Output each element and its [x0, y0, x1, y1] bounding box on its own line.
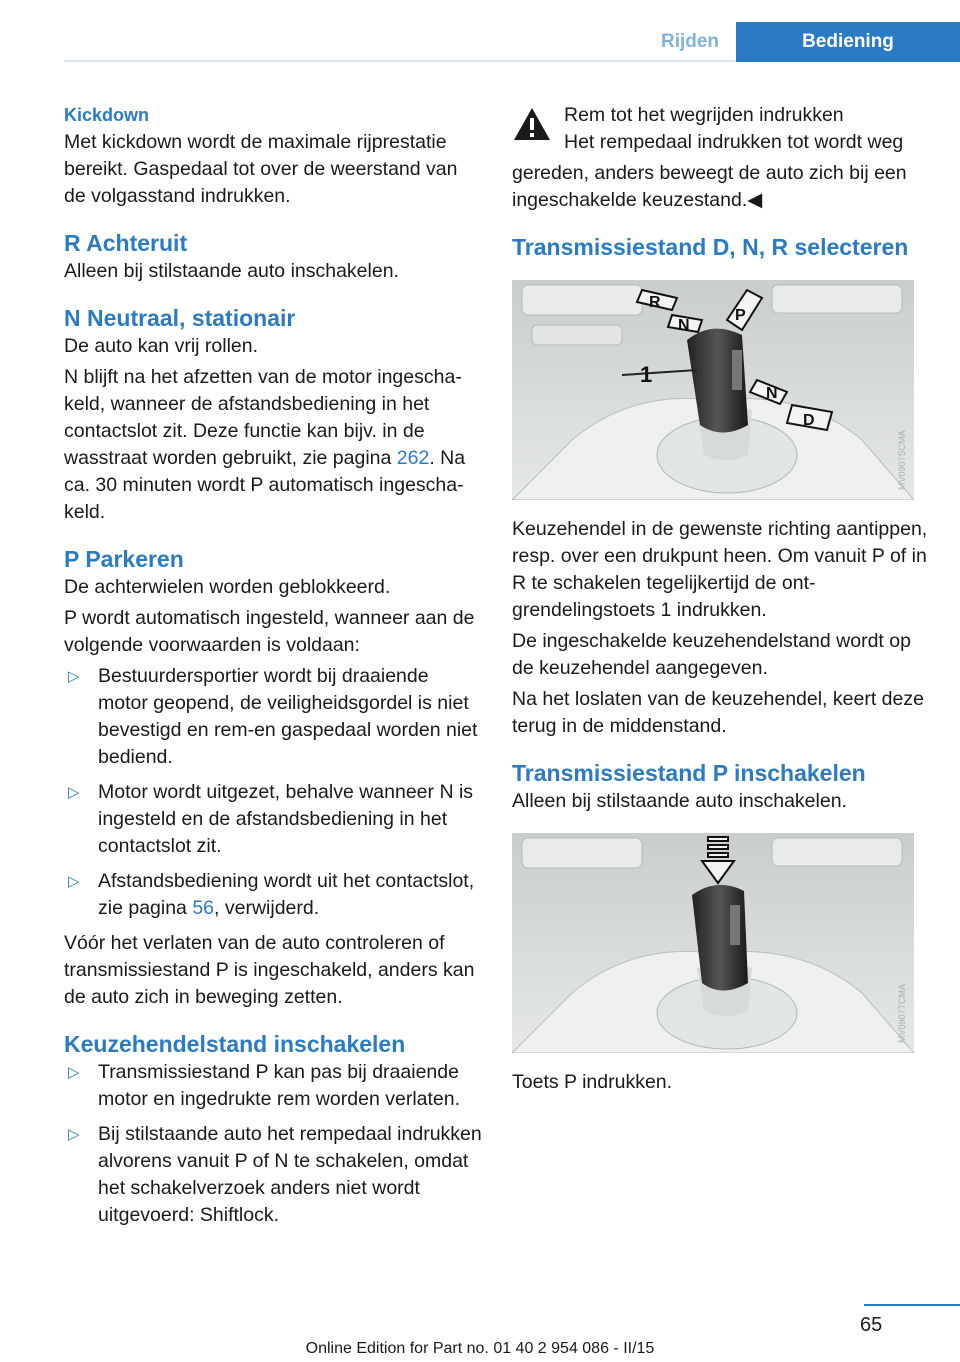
bullet-triangle-icon: ▷ [68, 1064, 80, 1081]
bullet-triangle-icon: ▷ [68, 784, 80, 801]
keuzehendel-heading: Keuzehendelstand inschakelen [64, 1031, 406, 1057]
p-conditions-list [64, 663, 482, 922]
gear-selector-p-image [512, 833, 928, 1053]
left-column [64, 102, 482, 1237]
bullet-triangle-icon: ▷ [68, 873, 80, 890]
header-tab-active: Bediening [736, 22, 960, 62]
page-number: 65 [860, 1314, 883, 1336]
warning-block [512, 102, 930, 156]
warning-line-1: Het rempedaal indrukken tot wordt weg [564, 131, 904, 153]
p-text-2: P wordt automatisch ingesteld, wanneer aan de volgende voorwaarden is voldaan: [64, 607, 475, 656]
n-text-2 [64, 364, 482, 526]
kickdown-text: Met kickdown wordt de maximale rijprestatie bereikt. Gaspedaal tot over de weerstand van de volgasstand indrukken. [64, 131, 458, 207]
page-link-56[interactable]: 56 [192, 897, 215, 919]
list-item-text: , verwijderd. [214, 897, 320, 919]
r-heading: R Achteruit [64, 230, 188, 256]
dnr-text-2: De ingeschakelde keuzehendelstand wordt op de keuzehendel aangegeven. [512, 630, 911, 679]
dnr-text-3: Na het loslaten van de keuzehendel, keert deze terug in de middenstand. [512, 688, 924, 737]
gear-label-n-bottom: N [766, 385, 778, 402]
gear-selector-illustration [512, 280, 914, 500]
header-tab-section: Rijden [660, 31, 720, 52]
right-column [512, 102, 930, 1100]
dnr-text-1: Keuzehendel in de gewenste richting aantippen, resp. over een drukpunt heen. Om vanuit P of in R te schakelen tegelijkertijd de ontgrendelingstoets 1 indrukken. [512, 518, 928, 621]
warning-title: Rem tot het wegrijden indrukken [564, 104, 844, 126]
bullet-triangle-icon: ▷ [68, 1126, 80, 1143]
edition-footer: Online Edition for Part no. 01 40 2 954 086 - II/15 [305, 1340, 655, 1357]
gear-label-r: R [649, 294, 661, 311]
warning-triangle-icon [512, 106, 552, 142]
p-text-3: Vóór het verlaten van de auto controleren of transmissiestand P is ingeschakeld, anders kan de auto zich in beweging zetten. [64, 932, 475, 1008]
gear-selector-dnr-image [512, 280, 928, 500]
list-item-text: Afstandsbediening wordt uit het contactslot, zie pagina [98, 870, 475, 919]
figure-code: MV0907SCMA [914, 280, 928, 500]
r-text: Alleen bij stilstaande auto inschakelen. [64, 260, 399, 282]
p-text-1: De achterwielen worden geblokkeerd. [64, 576, 391, 598]
list-item [64, 663, 482, 771]
list-item [64, 1121, 482, 1229]
list-item [64, 868, 482, 922]
n-heading: N Neutraal, stationair [64, 305, 296, 331]
n-text-2-a: N blijft na het afzetten van de motor ingeschakeld, wanneer de afstandsbediening in het contactslot zit. Deze functie kan bijv. in de wasstraat worden gebruikt, zie pagina [64, 366, 462, 469]
p-heading: P Parkeren [64, 546, 184, 572]
keuzehendel-list [64, 1059, 482, 1229]
park-button-illustration [512, 833, 914, 1053]
page-link-262[interactable]: 262 [396, 447, 430, 469]
gear-label-d: D [803, 412, 815, 429]
list-item-text: Transmissiestand P kan pas bij draaiende motor en ingedrukte rem worden verlaten. [98, 1061, 461, 1110]
p-press-text: Toets P indrukken. [512, 1071, 673, 1093]
p-engage-text: Alleen bij stilstaande auto inschakelen. [512, 790, 847, 812]
bullet-triangle-icon: ▷ [68, 668, 80, 685]
callout-1: 1 [640, 362, 653, 387]
p-engage-heading: Transmissiestand P inschakelen [512, 760, 866, 786]
dnr-heading: Transmissiestand D, N, R selecteren [512, 234, 909, 260]
figure-code: MV0907TCMA [914, 833, 928, 1053]
n-text-2-b: . Na ca. 30 minuten wordt P automatisch ingeschakeld. [64, 447, 466, 523]
footer-rule [864, 1304, 960, 1306]
n-text-1: De auto kan vrij rollen. [64, 335, 259, 357]
gear-label-n-top: N [678, 317, 690, 334]
kickdown-heading: Kickdown [64, 105, 150, 125]
gear-label-p: P [735, 307, 746, 324]
list-item-text: Bestuurdersportier wordt bij draaiende motor geopend, de veiligheidsgordel is niet bevestigd en rem-en gaspedaal worden niet bediend. [98, 665, 478, 768]
list-item [64, 779, 482, 860]
list-item-text: Motor wordt uitgezet, behalve wanneer N is ingesteld en de afstandsbediening in het contactslot zit. [98, 781, 474, 857]
warning-continuation: gereden, anders beweegt de auto zich bij een ingeschakelde keuzestand.◀ [512, 162, 907, 211]
list-item-text: Bij stilstaande auto het rempedaal indrukken alvorens vanuit P of N te schakelen, omdat het schakelverzoek anders niet wordt uitgevoerd: Shiftlock. [98, 1123, 482, 1226]
list-item [64, 1059, 482, 1113]
